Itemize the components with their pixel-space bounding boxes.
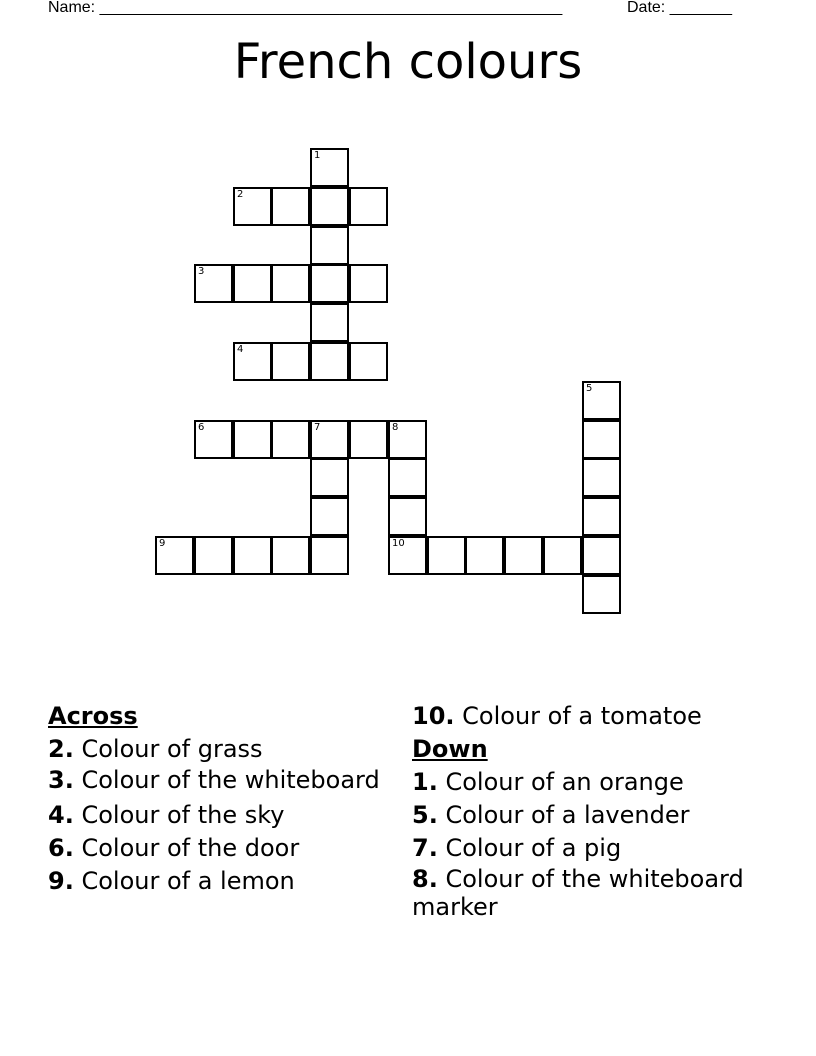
clue-text: Colour of a tomatoe bbox=[454, 702, 702, 730]
crossword-cell[interactable] bbox=[582, 575, 621, 614]
cell-number: 9 bbox=[159, 538, 166, 549]
clue-number: 1. bbox=[412, 768, 438, 796]
clue-text: Colour of the whiteboard marker bbox=[412, 865, 744, 921]
crossword-cell[interactable] bbox=[194, 264, 233, 303]
cell-number: 2 bbox=[237, 189, 244, 200]
crossword-cell[interactable] bbox=[504, 536, 543, 575]
clue-text: Colour of a pig bbox=[437, 834, 622, 862]
clue-number: 6. bbox=[48, 834, 74, 862]
crossword-cell[interactable] bbox=[155, 536, 194, 575]
crossword-cell[interactable] bbox=[271, 187, 310, 226]
crossword-cell[interactable] bbox=[233, 264, 272, 303]
cell-number: 6 bbox=[198, 422, 205, 433]
clue-down-5 bbox=[412, 799, 792, 832]
clue-number: 10. bbox=[412, 702, 455, 730]
crossword-cell[interactable] bbox=[194, 420, 233, 459]
cell-number: 3 bbox=[198, 266, 205, 277]
crossword-cell[interactable] bbox=[271, 342, 310, 381]
clue-text: Colour of an orange bbox=[437, 768, 684, 796]
crossword-cell[interactable] bbox=[543, 536, 582, 575]
clue-across-9 bbox=[48, 865, 388, 898]
crossword-cell[interactable] bbox=[271, 420, 310, 459]
date-field-label: Date: _______ bbox=[627, 0, 732, 16]
cell-number: 8 bbox=[392, 422, 399, 433]
crossword-cell[interactable] bbox=[310, 226, 349, 265]
crossword-cell[interactable] bbox=[233, 536, 272, 575]
crossword-cell[interactable] bbox=[310, 187, 349, 226]
crossword-cell[interactable] bbox=[349, 187, 388, 226]
clue-text: Colour of a lemon bbox=[73, 867, 295, 895]
clue-down-8 bbox=[412, 865, 792, 921]
crossword-cell[interactable] bbox=[310, 303, 349, 342]
name-field-label: Name: ____________________________________________________ bbox=[48, 0, 563, 16]
crossword-cell[interactable] bbox=[465, 536, 504, 575]
clue-across-6 bbox=[48, 832, 388, 865]
crossword-cell[interactable] bbox=[349, 342, 388, 381]
clues-column-left bbox=[48, 700, 388, 898]
clue-number: 8. bbox=[412, 865, 438, 893]
crossword-cell[interactable] bbox=[582, 458, 621, 497]
page-title: French colours bbox=[233, 34, 583, 90]
crossword-cell[interactable] bbox=[310, 148, 349, 187]
clue-down-7 bbox=[412, 832, 792, 865]
crossword-cell[interactable] bbox=[388, 536, 427, 575]
clue-text: Colour of grass bbox=[73, 735, 263, 763]
crossword-cell[interactable] bbox=[310, 458, 349, 497]
down-heading: Down bbox=[412, 735, 488, 763]
crossword-cell[interactable] bbox=[310, 264, 349, 303]
crossword-cell[interactable] bbox=[349, 420, 388, 459]
clues-column-right bbox=[412, 700, 792, 926]
clue-text: Colour of the sky bbox=[73, 801, 285, 829]
cell-number: 5 bbox=[586, 383, 593, 394]
crossword-cell[interactable] bbox=[388, 420, 427, 459]
cell-number: 1 bbox=[314, 150, 321, 161]
crossword-cell[interactable] bbox=[310, 420, 349, 459]
clue-across-2 bbox=[48, 733, 388, 766]
crossword-cell[interactable] bbox=[582, 536, 621, 575]
crossword-cell[interactable] bbox=[271, 536, 310, 575]
clue-across-4 bbox=[48, 799, 388, 832]
crossword-cell[interactable] bbox=[582, 497, 621, 536]
crossword-cell[interactable] bbox=[271, 264, 310, 303]
cell-number: 4 bbox=[237, 344, 244, 355]
clue-down-1 bbox=[412, 766, 792, 799]
clue-number: 9. bbox=[48, 867, 74, 895]
crossword-cell[interactable] bbox=[310, 497, 349, 536]
clue-number: 3. bbox=[48, 766, 74, 794]
crossword-cell[interactable] bbox=[310, 342, 349, 381]
crossword-cell[interactable] bbox=[582, 420, 621, 459]
crossword-cell[interactable] bbox=[310, 536, 349, 575]
clue-number: 5. bbox=[412, 801, 438, 829]
crossword-cell[interactable] bbox=[388, 458, 427, 497]
cell-number: 10 bbox=[392, 538, 405, 549]
clue-number: 2. bbox=[48, 735, 74, 763]
clue-across-10 bbox=[412, 700, 792, 733]
crossword-cell[interactable] bbox=[582, 381, 621, 420]
across-heading: Across bbox=[48, 702, 138, 730]
crossword-cell[interactable] bbox=[388, 497, 427, 536]
clue-text: Colour of a lavender bbox=[437, 801, 690, 829]
crossword-cell[interactable] bbox=[194, 536, 233, 575]
cell-number: 7 bbox=[314, 422, 321, 433]
clue-text: Colour of the door bbox=[73, 834, 300, 862]
crossword-cell[interactable] bbox=[427, 536, 466, 575]
clue-text: Colour of the whiteboard bbox=[73, 766, 380, 794]
clue-number: 4. bbox=[48, 801, 74, 829]
crossword-cell[interactable] bbox=[233, 420, 272, 459]
clue-number: 7. bbox=[412, 834, 438, 862]
crossword-cell[interactable] bbox=[233, 187, 272, 226]
crossword-cell[interactable] bbox=[233, 342, 272, 381]
crossword-cell[interactable] bbox=[349, 264, 388, 303]
clue-across-3 bbox=[48, 766, 388, 794]
